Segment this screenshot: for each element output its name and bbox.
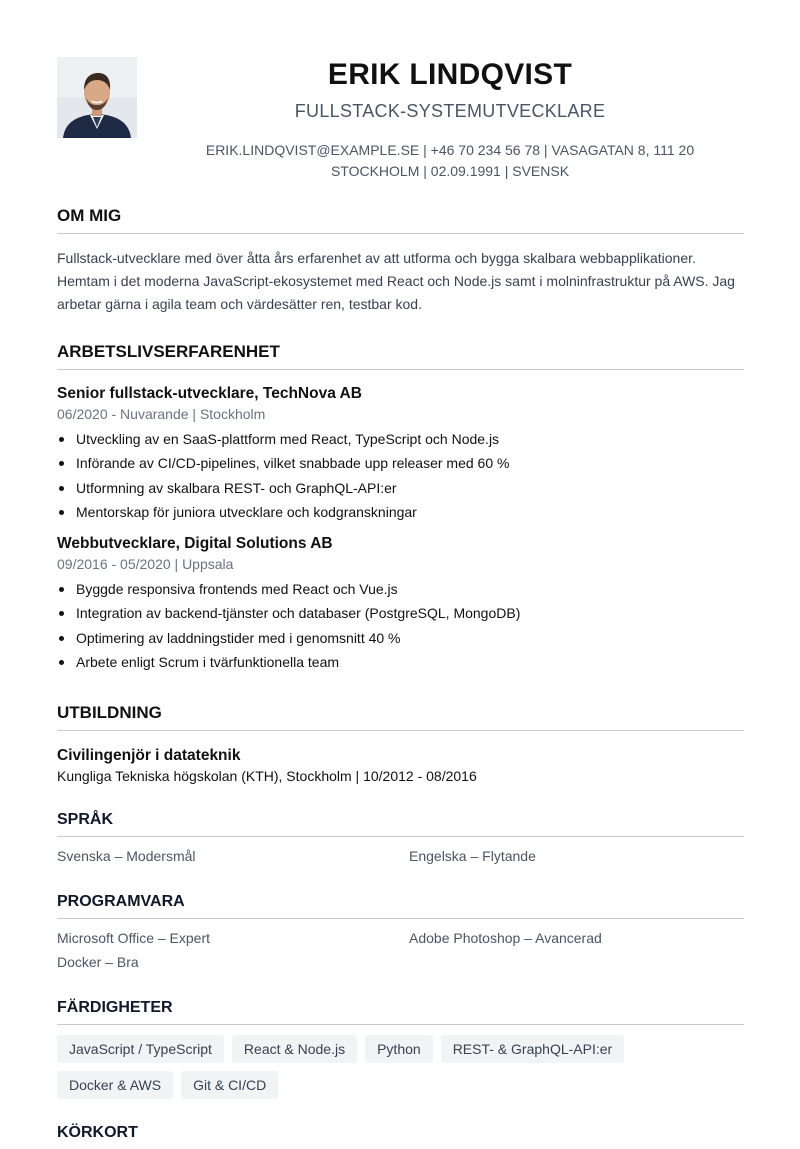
software-item: Docker – Bra: [57, 954, 139, 970]
education-meta: Kungliga Tekniska högskolan (KTH), Stockholm | 10/2012 - 08/2016: [57, 768, 477, 784]
job-title-headline: FULLSTACK-SYSTEMUTVECKLARE: [294, 101, 606, 121]
about-heading: OM MIG: [57, 206, 744, 234]
job-bullets: [57, 427, 744, 524]
bullet-item: Byggde responsiva frontends med React och Vue.js: [57, 577, 744, 601]
job-title: Senior fullstack-utvecklare, TechNova AB: [57, 385, 362, 402]
skill-tag: JavaScript / TypeScript: [57, 1035, 224, 1063]
software-section: [57, 893, 744, 973]
skill-tag: React & Node.js: [232, 1035, 357, 1063]
software-list: [57, 928, 744, 973]
bullet-item: Införande av CI/CD-pipelines, vilket snabbade upp releaser med 60 %: [57, 451, 744, 475]
bullet-item: Arbete enligt Scrum i tvärfunktionella team: [57, 650, 744, 674]
languages-heading: SPRÅK: [57, 811, 744, 837]
contact-line-2: STOCKHOLM | 02.09.1991 | SVENSK: [330, 163, 570, 179]
skill-tag: Git & CI/CD: [181, 1071, 278, 1099]
education-heading: UTBILDNING: [57, 703, 744, 731]
contact-info: [180, 140, 720, 182]
software-item: Adobe Photoshop – Avancerad: [409, 930, 602, 946]
languages-list: [57, 846, 744, 867]
skills-heading: FÄRDIGHETER: [57, 999, 744, 1025]
bullet-item: Optimering av laddningstider med i genomsnitt 40 %: [57, 626, 744, 650]
degree-title: Civilingenjör i datateknik: [57, 747, 241, 764]
bullet-item: Utveckling av en SaaS-plattform med React, TypeScript och Node.js: [57, 427, 744, 451]
software-item: Microsoft Office – Expert: [57, 930, 211, 946]
job-meta: 06/2020 - Nuvarande | Stockholm: [57, 406, 266, 422]
language-item: Engelska – Flytande: [409, 848, 536, 864]
experience-heading: ARBETSLIVSERFARENHET: [57, 342, 744, 370]
job-bullets: [57, 577, 744, 674]
contact-line-1: ERIK.LINDQVIST@EXAMPLE.SE | +46 70 234 56 78 | VASAGATAN 8, 111 20: [205, 142, 695, 158]
experience-section: [57, 342, 744, 674]
bullet-item: Mentorskap för juniora utvecklare och kodgranskningar: [57, 500, 744, 524]
person-portrait-icon: [57, 57, 137, 138]
job-title: Webbutvecklare, Digital Solutions AB: [57, 535, 333, 553]
languages-section: [57, 811, 744, 867]
skill-tag: Python: [365, 1035, 433, 1063]
bullet-item: Utformning av skalbara REST- och GraphQL-API:er: [57, 476, 744, 500]
software-heading: PROGRAMVARA: [57, 893, 744, 919]
license-heading: KÖRKORT: [57, 1124, 138, 1141]
license-section: [57, 1124, 744, 1149]
full-name: ERIK LINDQVIST: [327, 58, 573, 91]
education-section: [57, 703, 744, 787]
about-section: [57, 206, 744, 316]
job-entry: [57, 383, 744, 524]
skill-tag: Docker & AWS: [57, 1071, 173, 1099]
skills-tags: [57, 1035, 697, 1099]
about-text: Fullstack-utvecklare med över åtta års erfarenhet av att utforma och bygga skalbara webbapplikationer. Hemtam i det moderna JavaScript-ekosystemet med React och Node.js samt i molninfrastruktur på AWS. Jag arbetar gärna i agila team och värdesätter ren, testbar kod.: [57, 250, 735, 312]
profile-photo: [57, 57, 137, 138]
skills-section: [57, 999, 744, 1099]
skill-tag: REST- & GraphQL-API:er: [441, 1035, 625, 1063]
job-entry: [57, 533, 744, 674]
education-entry: [57, 745, 744, 787]
language-item: Svenska – Modersmål: [57, 848, 196, 864]
bullet-item: Integration av backend-tjänster och databaser (PostgreSQL, MongoDB): [57, 601, 744, 625]
job-meta: 09/2016 - 05/2020 | Uppsala: [57, 556, 234, 573]
